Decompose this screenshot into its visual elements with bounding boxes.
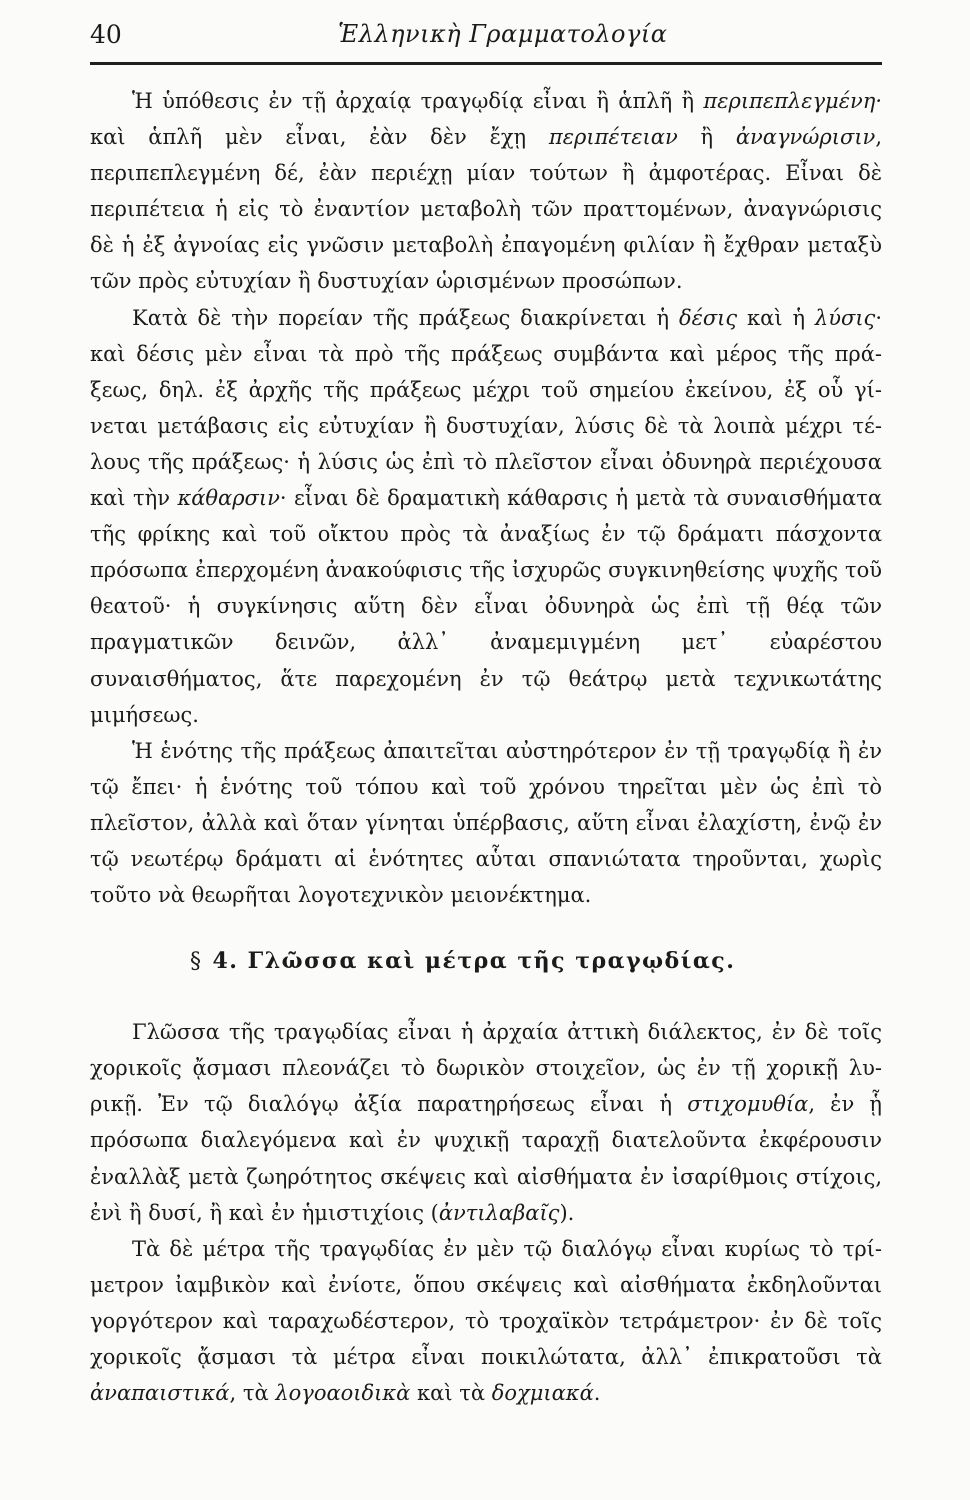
- text-run: Ἡ ἑνότης τῆς πράξεως ἀπαιτεῖται αὐστηρότερον ἐν τῇ τραγῳδίᾳ ἢ ἐν τῷ ἔπει· ἡ ἑνότης τοῦ τόπου καὶ τοῦ χρόνου τηρεῖται μὲν ὡς ἐπὶ τὸ πλεῖστον, ἀλλὰ καὶ ὅταν γίνηται ὑπέρβασις, αὕτη εἶναι ἐλαχίστη, ἐνῷ ἐν τῷ νεωτέρῳ δράματι αἱ ἑνότητες αὗται σπανιώτατα τηροῦνται, χωρὶς τοῦτο νὰ θεωρῆται λογοτεχνικὸν μειονέκτημα.: [90, 738, 882, 908]
- section-heading-text: 4. Γλῶσσα καὶ μέτρα τῆς τραγῳδίας.: [212, 948, 736, 975]
- text-run: ).: [559, 1200, 575, 1225]
- section-sign: §: [190, 949, 203, 975]
- text-run: , τὰ: [229, 1381, 276, 1406]
- text-run: Ἡ ὑπόθεσις ἐν τῇ ἀρχαίᾳ τραγῳδίᾳ εἶναι ἢ ἁπλῆ ἢ: [132, 89, 704, 113]
- paragraph: [90, 300, 882, 733]
- header-rule: [90, 62, 882, 65]
- paragraph: [90, 83, 882, 300]
- text-run: ἢ: [677, 125, 736, 150]
- italic-term: ἀναγνώρισιν: [735, 125, 876, 150]
- text-run: , περιπεπλεγμένη δέ, ἐὰν περιέχῃ μίαν τούτων ἢ ἀμφοτέρας. Εἶναι δὲ περιπέτεια ἡ εἰς τὸ ἐναντίον μεταβολὴ τῶν πραττομένων, ἀναγνώρισις δὲ ἡ ἐξ ἀγνοίας εἰς γνῶσιν μεταβολὴ ἐπαγομένη φιλίαν ἢ ἔχθραν μεταξὺ τῶν πρὸς εὐτυχίαν ἢ δυστυχίαν ὡρισμένων προσώπων.: [90, 125, 883, 294]
- text-run: καὶ ἡ: [737, 305, 815, 330]
- running-head: [90, 0, 882, 62]
- italic-term: ἀντιλαβαῖς: [438, 1200, 560, 1225]
- paragraph: [90, 733, 882, 913]
- text-run: Γλῶσσα τῆς τραγῳδίας εἶναι ἡ ἀρχαία ἀττικὴ διάλεκτος, ἐν δὲ τοῖς χορικοῖς ᾄσμασι πλεονάζει τὸ δωρικὸν στοιχεῖον, ὡς ἐν τῇ χορικῇ λυ-ρικῇ. Ἐν τῷ διαλόγῳ ἀξία παρατηρήσεως εἶναι ἡ: [90, 1020, 882, 1117]
- paragraph: [90, 1231, 882, 1411]
- page-number: 40: [90, 20, 122, 49]
- paragraph: [90, 1014, 882, 1231]
- italic-term: στιχομυθία: [687, 1092, 809, 1117]
- text-run: καὶ ἁπλῆ μὲν εἶναι, ἐὰν δὲν ἔχῃ: [90, 125, 549, 150]
- body-text: [90, 83, 882, 1411]
- italic-term: κάθαρσιν: [177, 486, 280, 511]
- italic-term: περιπεπλεγμένη·: [703, 89, 882, 113]
- italic-term: λύσις: [814, 305, 876, 330]
- section-heading: [90, 943, 882, 980]
- text-run: · εἶναι δὲ δραματικὴ κάθαρσις ἡ μετὰ τὰ συναισθήματα τῆς φρίκης καὶ τοῦ οἴκτου πρὸς τὰ ἀναξίως ἐν τῷ δράματι πάσχοντα πρόσωπα ἐπερχομένη ἀνακούφισις τῆς ἰσχυρῶς συγκινηθείσης ψυχῆς τοῦ θεατοῦ· ἡ συγκίνησις αὕτη δὲν εἶναι ὀδυνηρὰ ὡς ἐπὶ τῇ θέᾳ τῶν πραγματικῶν δεινῶν, ἀλλ᾽ ἀναμεμιγμένη μετ᾽ εὐαρέστου συναισθήματος, ἅτε παρεχομένη ἐν τῷ θεάτρῳ μετὰ τεχνικωτάτης μιμήσεως.: [90, 486, 883, 727]
- italic-term: δέσις: [678, 305, 738, 330]
- text-run: καὶ τὰ: [410, 1381, 492, 1406]
- text-run: .: [593, 1381, 601, 1406]
- text-run: Κατὰ δὲ τὴν πορείαν τῆς πράξεως διακρίνεται ἡ: [132, 305, 679, 330]
- text-run: , ἐν ᾗ πρόσωπα διαλεγόμενα καὶ ἐν ψυχικῇ ταραχῇ διατελοῦντα ἐκφέρουσιν ἐναλλὰξ μετὰ ζωηρότητος σκέψεις καὶ αἰσθήματα ἐν ἰσαρίθμοις στίχοις, ἐνὶ ἢ δυσί, ἢ καὶ ἐν ἡμιστιχίοις (: [90, 1092, 882, 1225]
- italic-term: περιπέτειαν: [548, 125, 678, 150]
- text-run: Τὰ δὲ μέτρα τῆς τραγῳδίας ἐν μὲν τῷ διαλόγῳ εἶναι κυρίως τὸ τρί-μετρον ἰαμβικὸν καὶ ἐνίοτε, ὅπου σκέψεις καὶ αἰσθήματα ἐκδηλοῦνται γοργότερον καὶ ταραχωδέστερον, τὸ τροχαϊκὸν τετράμετρον· ἐν δὲ τοῖς χορικοῖς ᾄσμασι τὰ μέτρα εἶναι ποικιλώτατα, ἀλλ᾽ ἐπικρατοῦσι τὰ: [90, 1236, 882, 1369]
- text-run: · καὶ δέσις μὲν εἶναι τὰ πρὸ τῆς πράξεως συμβάντα καὶ μέρος τῆς πρά-ξεως, δηλ. ἐξ ἀρχῆς τῆς πράξεως μέχρι τοῦ σημείου ἐκείνου, ἐξ οὗ γί-νεται μετάβασις εἰς εὐτυχίαν ἢ δυστυχίαν, λύσις δὲ τὰ λοιπὰ μέχρι τέ-λους τῆς πράξεως· ἡ λύσις ὡς ἐπὶ τὸ πλεῖστον εἶναι ὀδυνηρὰ περιέχουσα καὶ τὴν: [90, 305, 882, 511]
- running-title: Ἑλληνικὴ Γραμματολογία: [338, 20, 668, 48]
- italic-term: λογοαοιδικὰ: [275, 1381, 411, 1406]
- italic-term: δοχμιακά: [491, 1381, 594, 1406]
- italic-term: ἀναπαιστικά: [90, 1381, 230, 1406]
